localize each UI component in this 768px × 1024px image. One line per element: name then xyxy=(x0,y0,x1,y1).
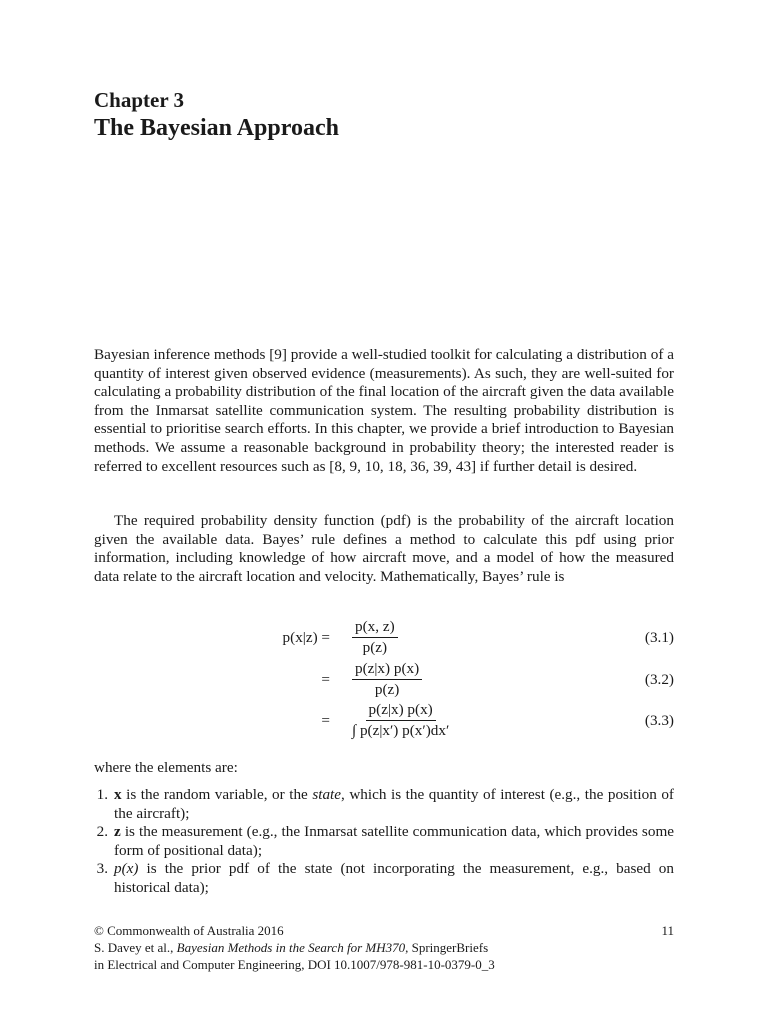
equation-numerator: p(z|x) p(x) xyxy=(366,701,436,721)
equation-numerator: p(z|x) p(x) xyxy=(352,660,422,680)
equation-fraction xyxy=(352,701,449,740)
page-number: 11 xyxy=(661,923,674,938)
paragraph-elements-intro: where the elements are: xyxy=(94,759,238,776)
footer-row xyxy=(94,922,674,939)
equation-denominator: p(z) xyxy=(362,639,388,656)
list-item-body: is the random variable, or the xyxy=(121,786,313,803)
list-item-text xyxy=(114,860,674,897)
equation-lhs: = xyxy=(321,671,330,688)
paragraph-bayes-rule: The required probability density function (pdf) is the probability of the aircraft location given the available data. Bayes’ rule defines a method to calculate this pdf using prior information, including knowledge of how aircraft move, and a model of how the measured data relate to the aircraft location and velocity. Mathematically, Bayes’ rule is xyxy=(94,512,674,585)
list-item-text xyxy=(114,786,674,823)
equation-lhs: = xyxy=(321,712,330,729)
citation-line xyxy=(94,939,674,956)
equation-3-1 xyxy=(94,618,674,660)
list-item-emphasis: state xyxy=(312,786,341,803)
citation-title: Bayesian Methods in the Search for MH370 xyxy=(176,940,406,955)
list-item-number: 3. xyxy=(96,860,108,878)
equation-denominator: ∫ p(z|x′) p(x′)dx′ xyxy=(352,722,450,739)
equation-fraction xyxy=(352,660,422,699)
list-item xyxy=(80,823,674,860)
list-item-lead: p(x) xyxy=(114,860,139,878)
equation-number: (3.1) xyxy=(644,629,674,646)
list-item-lead: z xyxy=(114,823,121,841)
chapter-title: The Bayesian Approach xyxy=(94,115,339,141)
list-item-number: 1. xyxy=(96,786,108,803)
copyright-notice: © Commonwealth of Australia 2016 xyxy=(94,923,284,938)
list-item-body: is the measurement (e.g., the Inmarsat satellite communication data, which provides some form of positional data); xyxy=(114,823,674,859)
equation-number: (3.3) xyxy=(644,712,674,729)
list-item-body-end: , which is the quantity of interest (e.g., the position of the aircraft); xyxy=(114,786,674,822)
list-item-lead: x xyxy=(114,786,122,803)
chapter-label: Chapter 3 xyxy=(94,88,185,112)
list-item-text xyxy=(114,823,674,860)
list-item xyxy=(80,860,674,897)
equation-3-2 xyxy=(94,660,674,702)
equation-denominator: p(z) xyxy=(374,681,400,698)
elements-list xyxy=(80,786,674,898)
citation-authors: S. Davey et al., xyxy=(94,940,177,955)
page-footer xyxy=(94,922,674,973)
list-item xyxy=(80,786,674,823)
list-item-body: is the prior pdf of the state (not incorporating the measurement, e.g., based on historical data); xyxy=(114,860,674,896)
citation-series: , SpringerBriefs xyxy=(405,940,489,955)
paragraph-intro: Bayesian inference methods [9] provide a well-studied toolkit for calculating a distribution of a quantity of interest given observed evidence (measurements). As such, they are well-suited for calculating a probability distribution of the final location of the aircraft given the data available from the Inmarsat satellite communication system. The resulting probability distribution is essential to prioritise search efforts. In this chapter, we provide a brief introduction to Bayesian methods. We assume a reasonable background in probability theory; the interested reader is referred to excellent resources such as [8, 9, 10, 18, 36, 39, 43] if further detail is desired. xyxy=(94,346,674,475)
equation-lhs: p(x|z) = xyxy=(282,629,330,646)
list-item-number: 2. xyxy=(96,823,108,841)
citation-doi: in Electrical and Computer Engineering, DOI 10.1007/978-981-10-0379-0_3 xyxy=(94,957,495,972)
equation-3-3 xyxy=(94,701,674,743)
equation-numerator: p(x, z) xyxy=(352,618,398,638)
equation-number: (3.2) xyxy=(644,671,674,688)
equation-fraction xyxy=(352,618,398,657)
